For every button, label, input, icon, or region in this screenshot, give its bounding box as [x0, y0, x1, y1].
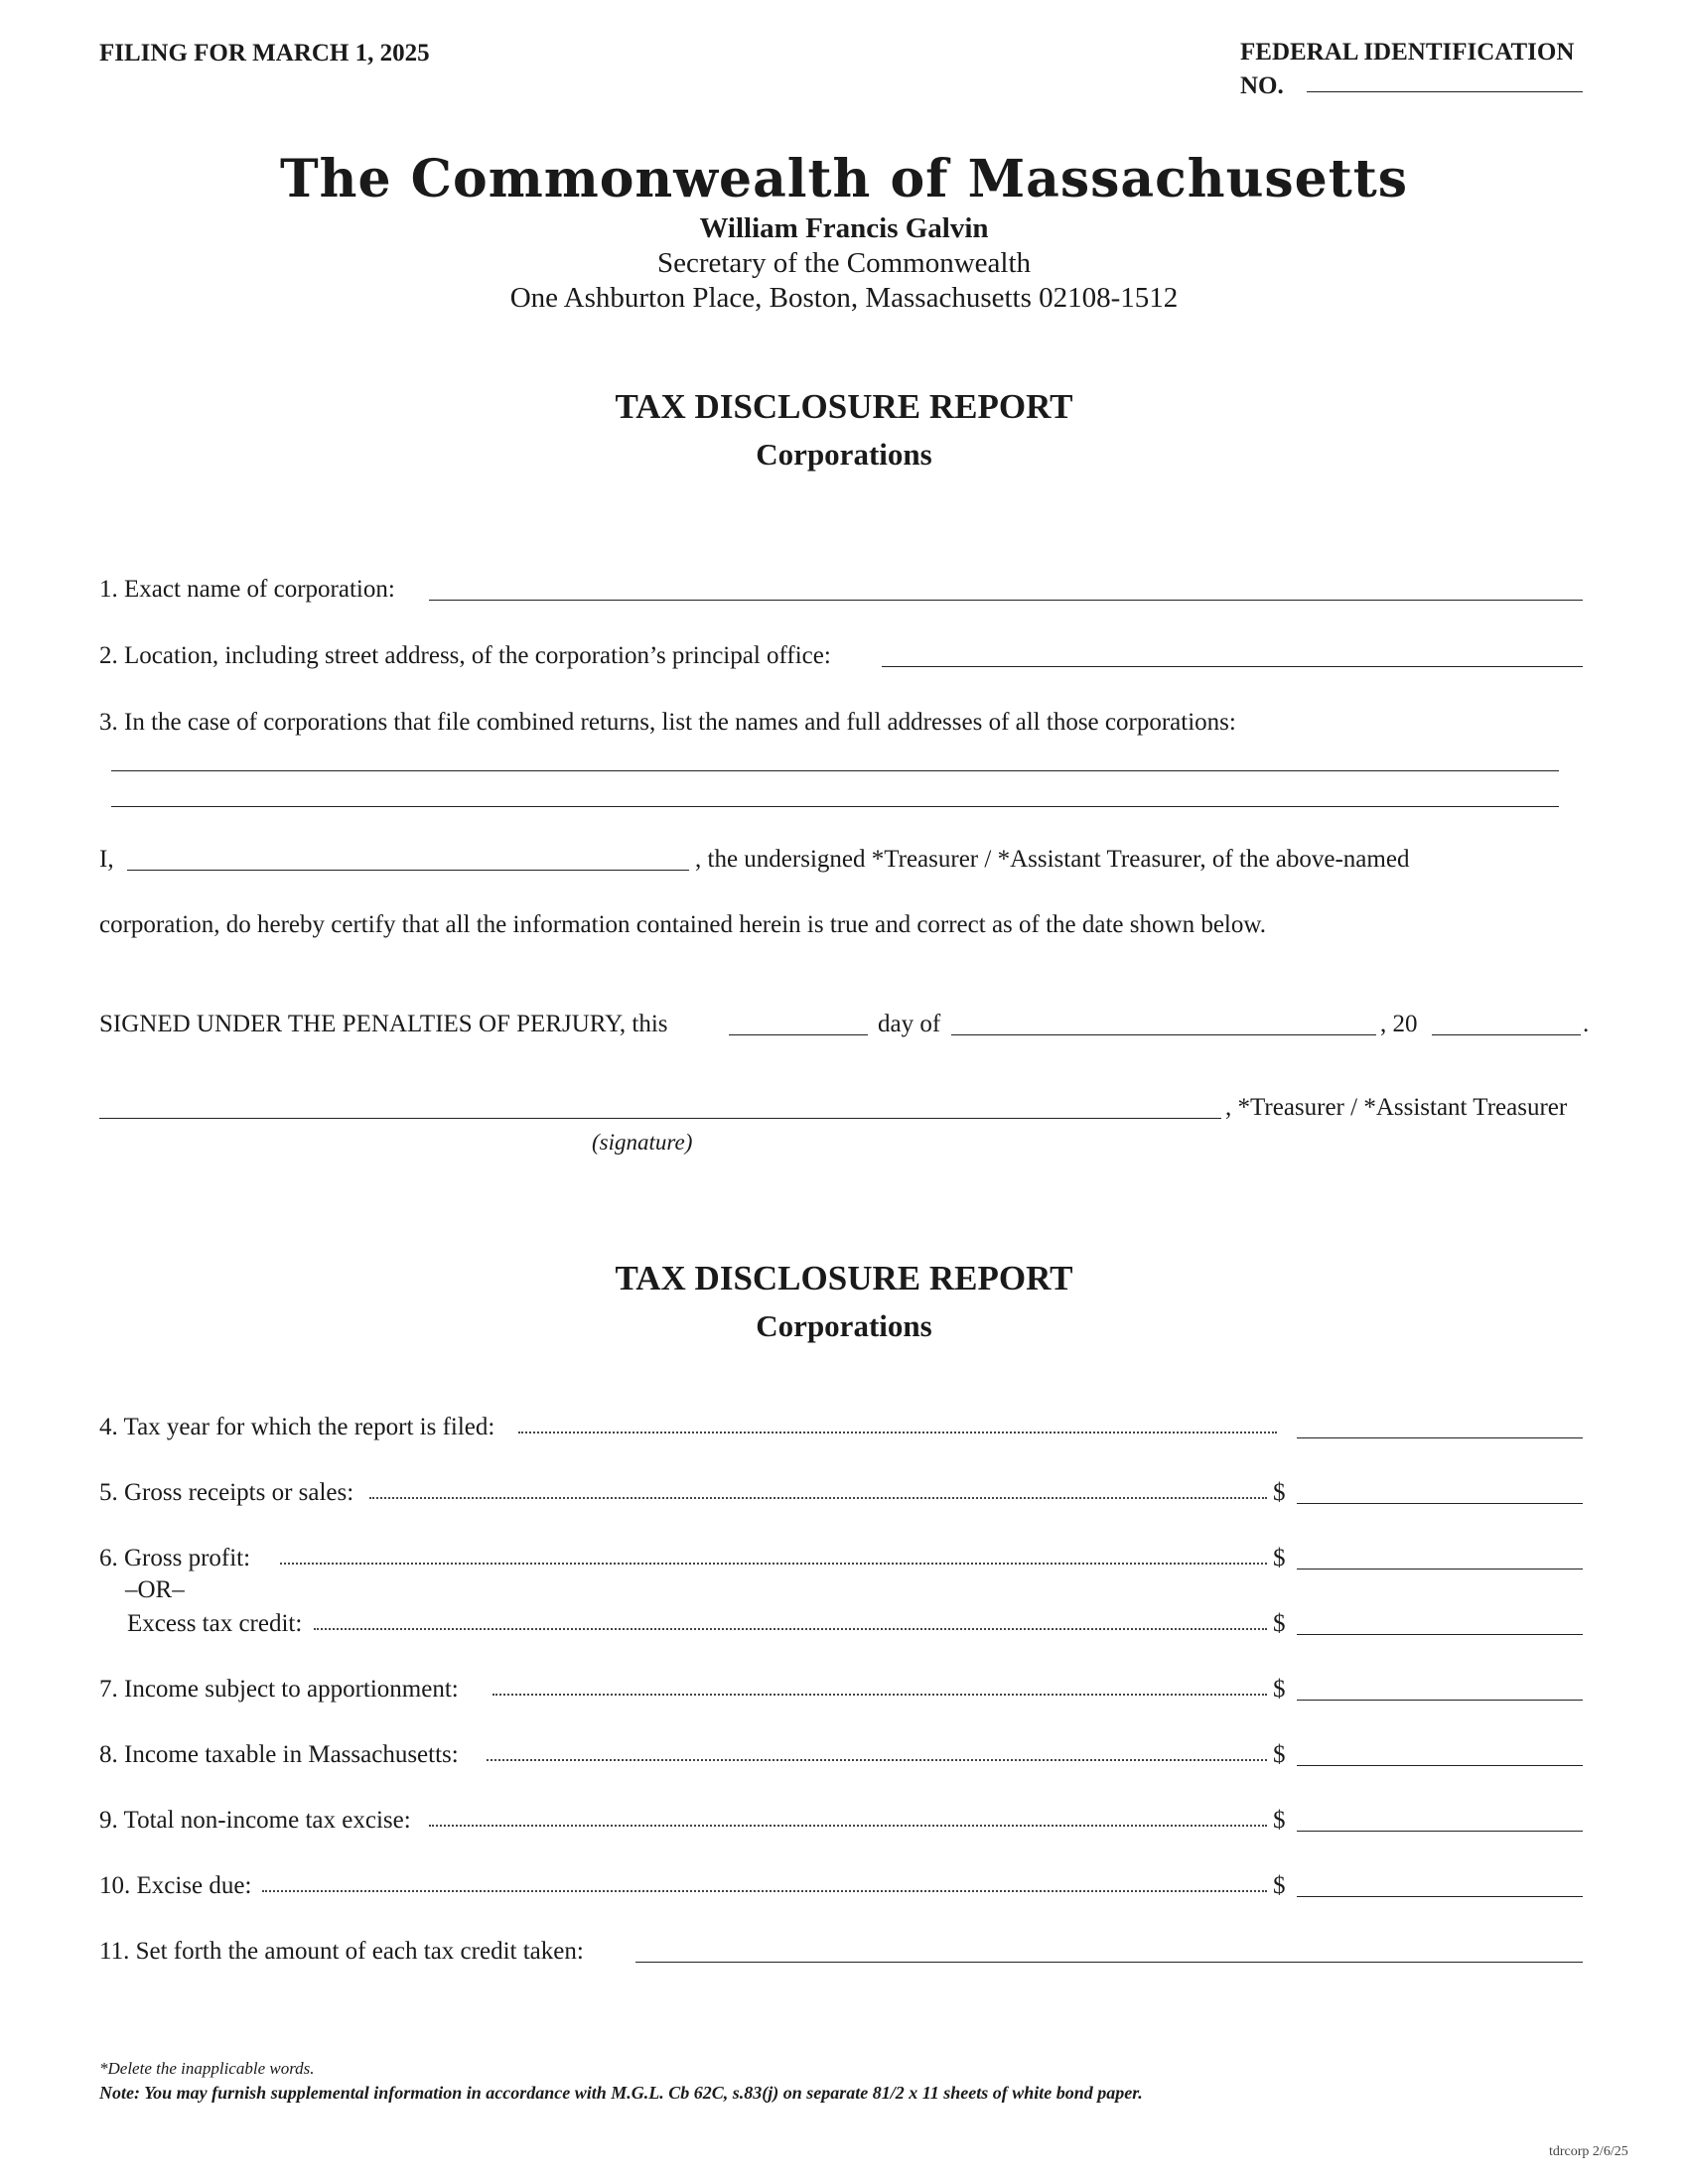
form-code: tdrcorp 2/6/25: [1549, 2144, 1628, 2159]
filing-date-label: FILING FOR MARCH 1, 2025: [99, 40, 430, 67]
signature-caption: (signature): [592, 1130, 693, 1155]
signature-field[interactable]: [99, 1118, 1221, 1119]
q8-label: 8. Income taxable in Massachusetts:: [99, 1741, 459, 1768]
perjury-statement: SIGNED UNDER THE PENALTIES OF PERJURY, this: [99, 1011, 668, 1037]
q8-currency: $: [1273, 1741, 1286, 1768]
q7-leader-dots: [492, 1694, 1267, 1696]
combined-returns-field-1[interactable]: [111, 770, 1559, 771]
q3-label: 3. In the case of corporations that file combined returns, list the names and full addresses of all those corporations:: [99, 709, 1236, 736]
or-separator: –OR–: [125, 1576, 185, 1603]
q2-label: 2. Location, including street address, of the corporation’s principal office:: [99, 642, 831, 669]
q10-leader-dots: [262, 1890, 1267, 1892]
q11-label: 11. Set forth the amount of each tax credit taken:: [99, 1938, 584, 1965]
day-of-label: day of: [878, 1011, 941, 1037]
q6b-label: Excess tax credit:: [127, 1610, 303, 1637]
secretary-office: Secretary of the Commonwealth: [656, 247, 1032, 279]
income-taxable-field[interactable]: [1297, 1765, 1583, 1766]
federal-id-label: [1240, 36, 1574, 103]
year-field[interactable]: [1432, 1034, 1581, 1035]
secretary-name: William Francis Galvin: [699, 212, 989, 244]
combined-returns-field-2[interactable]: [111, 806, 1559, 807]
q5-leader-dots: [369, 1497, 1267, 1499]
federal-id-label-line2: NO.: [1240, 72, 1284, 99]
q1-label: 1. Exact name of corporation:: [99, 576, 395, 603]
day-field[interactable]: [729, 1034, 868, 1035]
treasurer-name-field[interactable]: [127, 870, 689, 871]
report-subtitle-2: Corporations: [756, 1308, 932, 1343]
principal-office-field[interactable]: [882, 666, 1583, 667]
q9-leader-dots: [429, 1825, 1267, 1827]
federal-id-field[interactable]: [1307, 91, 1583, 92]
certification-text: , the undersigned *Treasurer / *Assistant Treasurer, of the above-named: [695, 846, 1410, 873]
q4-label: 4. Tax year for which the report is filed:: [99, 1414, 495, 1440]
q6b-leader-dots: [314, 1628, 1267, 1630]
q5-currency: $: [1273, 1479, 1286, 1506]
office-address: One Ashburton Place, Boston, Massachusetts 02108-1512: [509, 282, 1179, 314]
corporation-name-field[interactable]: [429, 600, 1583, 601]
q7-label: 7. Income subject to apportionment:: [99, 1676, 459, 1703]
income-apportionment-field[interactable]: [1297, 1700, 1583, 1701]
excess-tax-credit-field[interactable]: [1297, 1634, 1583, 1635]
q8-leader-dots: [487, 1759, 1267, 1761]
certification-text-line2: corporation, do hereby certify that all the information contained herein is true and correct as of the date shown below.: [99, 911, 1267, 938]
q6-currency: $: [1273, 1545, 1286, 1571]
non-income-excise-field[interactable]: [1297, 1831, 1583, 1832]
gross-receipts-field[interactable]: [1297, 1503, 1583, 1504]
report-subtitle-1: Corporations: [756, 437, 932, 472]
month-field[interactable]: [951, 1034, 1376, 1035]
excise-due-field[interactable]: [1297, 1896, 1583, 1897]
tax-credits-field[interactable]: [635, 1962, 1583, 1963]
supplemental-info-note: Note: You may furnish supplemental information in accordance with M.G.L. Cb 62C, s.83(j) on separate 81/2 x 11 sheets of white bond paper.: [99, 2083, 1143, 2103]
q6-leader-dots: [280, 1563, 1267, 1565]
q10-currency: $: [1273, 1872, 1286, 1899]
tax-year-field[interactable]: [1297, 1437, 1583, 1438]
certification-i-label: I,: [99, 846, 114, 873]
date-period: .: [1583, 1011, 1590, 1037]
report-title-2: TAX DISCLOSURE REPORT: [615, 1259, 1073, 1297]
commonwealth-title: The Commonwealth of Massachusetts: [279, 149, 1409, 209]
q6b-currency: $: [1273, 1610, 1286, 1637]
q7-currency: $: [1273, 1676, 1286, 1703]
year-prefix-label: , 20: [1380, 1011, 1418, 1037]
q5-label: 5. Gross receipts or sales:: [99, 1479, 354, 1506]
federal-id-label-line1: FEDERAL IDENTIFICATION: [1240, 39, 1575, 66]
delete-words-note: *Delete the inapplicable words.: [99, 2059, 315, 2078]
q9-label: 9. Total non-income tax excise:: [99, 1807, 411, 1834]
q9-currency: $: [1273, 1807, 1286, 1834]
q4-leader-dots: [518, 1432, 1277, 1433]
q6-label: 6. Gross profit:: [99, 1545, 251, 1571]
gross-profit-field[interactable]: [1297, 1569, 1583, 1570]
report-title-1: TAX DISCLOSURE REPORT: [615, 387, 1073, 426]
q10-label: 10. Excise due:: [99, 1872, 252, 1899]
signature-role-label: , *Treasurer / *Assistant Treasurer: [1225, 1094, 1568, 1121]
